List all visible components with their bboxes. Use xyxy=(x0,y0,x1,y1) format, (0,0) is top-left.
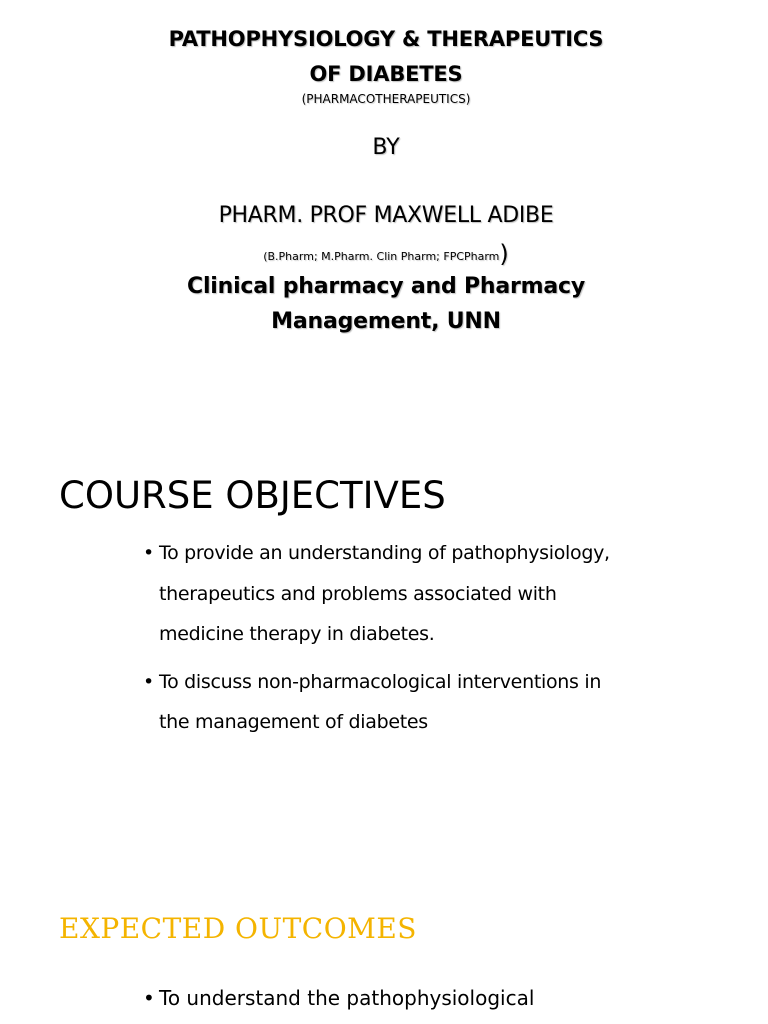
title-line-2: OF DIABETES xyxy=(309,62,463,86)
course-objectives-heading: COURSE OBJECTIVES xyxy=(59,474,446,517)
credentials-text: (B.Pharm; M.Pharm. Clin Pharm; FPCPharm xyxy=(263,250,500,263)
by-label: BY xyxy=(372,135,400,160)
list-item-text: To discuss non-pharmacological interventions in the management of diabetes xyxy=(159,670,602,733)
page-title xyxy=(0,22,768,92)
list-item-text: To understand the pathophysiological xyxy=(159,986,535,1010)
objectives-list xyxy=(143,533,623,750)
list-item xyxy=(143,533,623,655)
title-line-1: PATHOPHYSIOLOGY & THERAPEUTICS xyxy=(168,27,604,51)
list-item-text: To provide an understanding of pathophysiology, therapeutics and problems associated with medicine therapy in diabetes. xyxy=(159,542,610,645)
author-credentials xyxy=(0,240,768,271)
subtitle: (PHARMACOTHERAPEUTICS) xyxy=(301,92,471,106)
bullet-icon: • xyxy=(143,542,154,564)
department-line-2: Management, UNN xyxy=(271,309,501,334)
outcomes-list xyxy=(143,978,663,1018)
department xyxy=(0,269,768,339)
list-item xyxy=(143,662,623,743)
bullet-icon: • xyxy=(143,670,154,693)
expected-outcomes-heading: EXPECTED OUTCOMES xyxy=(59,912,417,945)
author-name: PHARM. PROF MAXWELL ADIBE xyxy=(218,203,554,228)
list-item xyxy=(143,978,663,1018)
department-line-1: Clinical pharmacy and Pharmacy xyxy=(187,274,585,299)
bullet-icon: • xyxy=(143,986,155,1010)
credentials-close-paren: ) xyxy=(499,240,509,268)
